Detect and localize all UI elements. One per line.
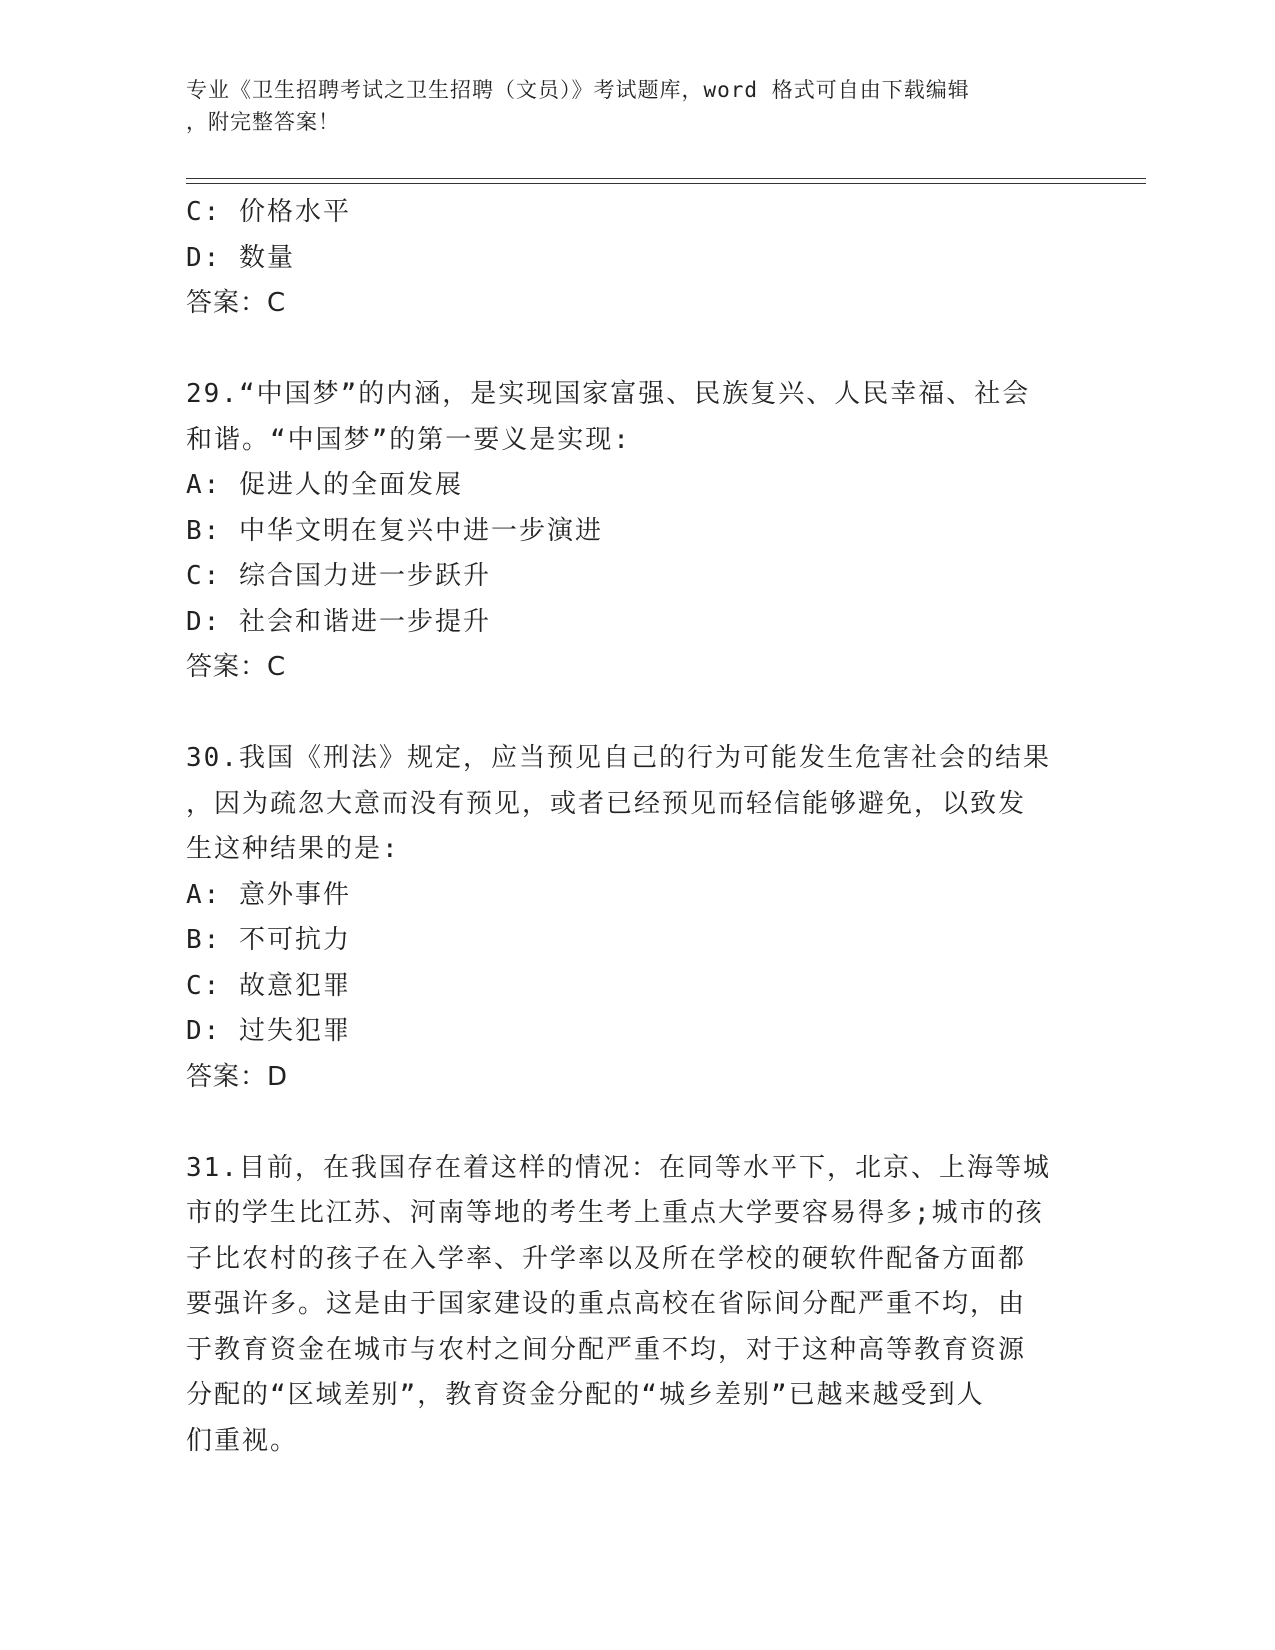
header-divider-top <box>186 178 1146 179</box>
header-line-2: ，附完整答案！ <box>186 110 340 134</box>
question-text-line: 于教育资金在城市与农村之间分配严重不均，对于这种高等教育资源 <box>186 1334 1027 1365</box>
question-text-line: 子比农村的孩子在入学率、升学率以及所在学校的硬软件配备方面都 <box>186 1243 1027 1274</box>
option-b: B: 中华文明在复兴中进一步演进 <box>186 515 603 546</box>
question-text-line: 31.目前，在我国存在着这样的情况：在同等水平下，北京、上海等城 <box>186 1152 1051 1183</box>
option-c: C: 价格水平 <box>186 197 351 227</box>
option-c: C: 综合国力进一步跃升 <box>186 561 491 591</box>
question-text-line: 29.“中国梦”的内涵，是实现国家富强、民族复兴、人民幸福、社会 <box>186 379 1031 409</box>
answer: 答案：D <box>186 1061 289 1092</box>
option-d: D: 过失犯罪 <box>186 1016 351 1046</box>
option-d: D: 数量 <box>186 242 295 273</box>
question-30 <box>186 736 1076 1100</box>
question-text-line: 市的学生比江苏、河南等地的考生考上重点大学要容易得多;城市的孩 <box>186 1198 1044 1228</box>
answer: 答案：C <box>186 288 287 318</box>
option-b: B: 不可抗力 <box>186 925 351 955</box>
question-text-line: ，因为疏忽大意而没有预见，或者已经预见而轻信能够避免，以致发 <box>186 788 1027 819</box>
document-body <box>186 190 1076 1464</box>
question-text-line: 和谐。“中国梦”的第一要义是实现: <box>186 424 631 455</box>
question-text-line: 生这种结果的是: <box>186 834 400 864</box>
question-31 <box>186 1146 1076 1465</box>
option-a: A: 促进人的全面发展 <box>186 470 463 500</box>
option-c: C: 故意犯罪 <box>186 970 351 1001</box>
question-text-line: 们重视。 <box>186 1425 299 1456</box>
option-d: D: 社会和谐进一步提升 <box>186 606 491 637</box>
answer: 答案：C <box>186 652 287 682</box>
previous-question-tail <box>186 190 1076 327</box>
question-text-line: 30.我国《刑法》规定，应当预见自己的行为可能发生危害社会的结果 <box>186 743 1051 773</box>
document-header <box>186 74 1086 138</box>
header-line-1: 专业《卫生招聘考试之卫生招聘（文员）》考试题库，word 格式可自由下载编辑 <box>186 78 970 102</box>
question-text-line: 分配的“区域差别”，教育资金分配的“城乡差别”已越来越受到人 <box>186 1380 985 1410</box>
spacer <box>186 1100 1076 1146</box>
spacer <box>186 691 1076 737</box>
question-text-line: 要强许多。这是由于国家建设的重点高校在省际间分配严重不均，由 <box>186 1289 1027 1319</box>
spacer <box>186 327 1076 373</box>
option-a: A: 意外事件 <box>186 879 351 910</box>
question-29 <box>186 372 1076 691</box>
header-divider-bottom <box>186 183 1146 184</box>
